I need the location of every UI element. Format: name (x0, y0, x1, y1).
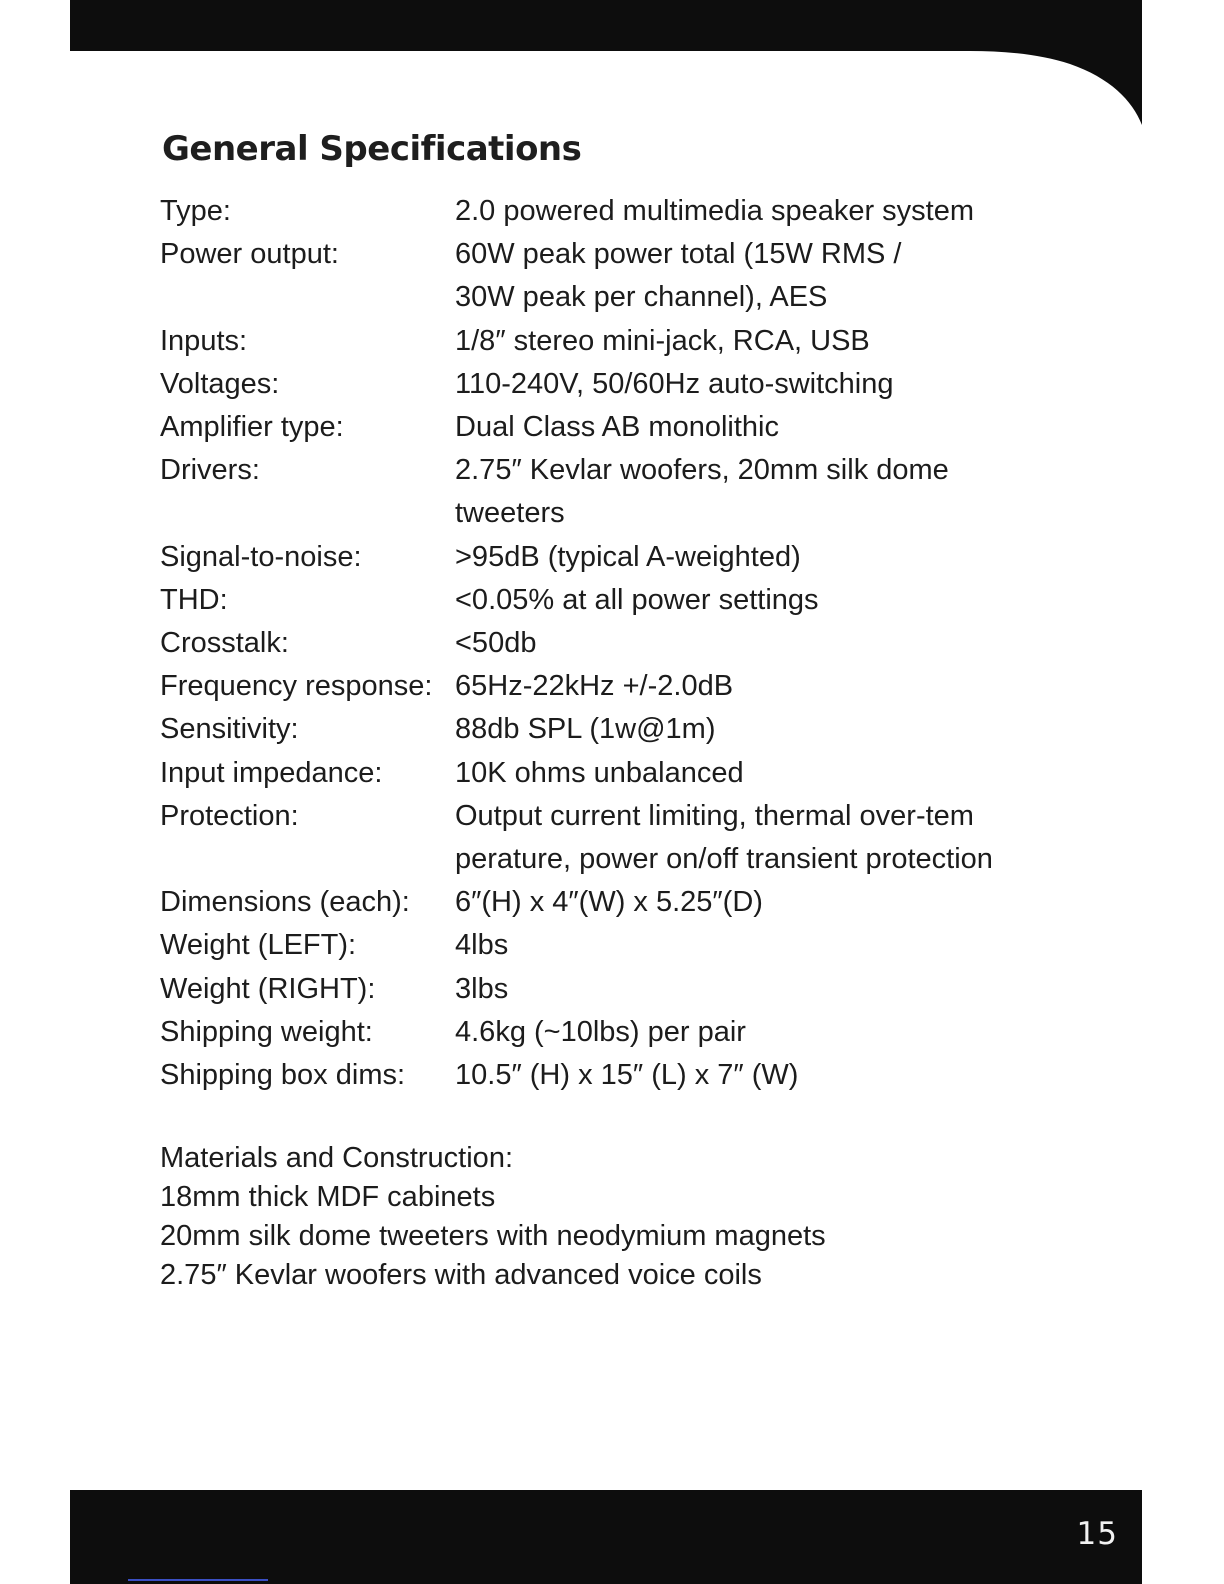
spec-label: Weight (LEFT): (160, 929, 357, 962)
spec-value-line: 60W peak power total (15W RMS / (455, 238, 902, 271)
spec-value (455, 579, 1120, 622)
spec-label: Sensitivity: (160, 713, 299, 746)
spec-value-line: Dual Class AB monolithic (455, 411, 779, 444)
spec-value (455, 363, 1120, 406)
spec-label: Crosstalk: (160, 627, 289, 660)
spec-row (160, 449, 1120, 535)
spec-row (160, 708, 1120, 751)
spec-row (160, 1011, 1120, 1054)
spec-row (160, 536, 1120, 579)
materials-item: 18mm thick MDF cabinets (160, 1181, 496, 1214)
spec-label: Amplifier type: (160, 411, 344, 444)
spec-row (160, 363, 1120, 406)
spec-value (455, 795, 1120, 881)
spec-label: Frequency response: (160, 670, 433, 703)
materials-section (160, 1139, 1120, 1295)
spec-value (455, 968, 1120, 1011)
spec-value-line: 6″(H) x 4″(W) x 5.25″(D) (455, 886, 763, 919)
spec-value (455, 406, 1120, 449)
spec-row (160, 622, 1120, 665)
spec-value (455, 622, 1120, 665)
header-band (70, 0, 1142, 125)
spec-label: Dimensions (each): (160, 886, 410, 919)
spec-label: Voltages: (160, 367, 280, 400)
spec-label: Inputs: (160, 324, 248, 357)
spec-row (160, 320, 1120, 363)
page-title: General Specifications (162, 129, 582, 169)
spec-row (160, 968, 1120, 1011)
spec-value (455, 1011, 1120, 1054)
spec-label: Protection: (160, 799, 299, 832)
spec-value (455, 449, 1120, 535)
spec-value-line: <50db (455, 627, 537, 660)
footer-accent-line (128, 1579, 268, 1581)
spec-value-line: 2.0 powered multimedia speaker system (455, 195, 975, 227)
spec-value-line: Output current limiting, thermal over-tem (455, 799, 974, 832)
spec-value (455, 320, 1120, 363)
spec-value (455, 752, 1120, 795)
spec-row (160, 795, 1120, 881)
spec-table (160, 190, 1120, 1097)
spec-label: THD: (160, 583, 228, 616)
spec-label: Type: (160, 195, 231, 227)
spec-value (455, 190, 1120, 233)
spec-label: Power output: (160, 238, 339, 271)
spec-row (160, 1054, 1120, 1097)
spec-label: Shipping box dims: (160, 1059, 406, 1092)
materials-item: 20mm silk dome tweeters with neodymium magnets (160, 1220, 826, 1253)
spec-value (455, 708, 1120, 751)
spec-value (455, 1054, 1120, 1097)
spec-label: Weight (RIGHT): (160, 972, 376, 1005)
spec-label: Signal-to-noise: (160, 540, 362, 573)
materials-heading: Materials and Construction: (160, 1142, 513, 1175)
materials-item: 2.75″ Kevlar woofers with advanced voice coils (160, 1259, 762, 1292)
page-number: 15 (1076, 1516, 1118, 1552)
spec-value (455, 924, 1120, 967)
spec-row (160, 579, 1120, 622)
spec-value (455, 881, 1120, 924)
spec-row (160, 406, 1120, 449)
spec-value-line: 88db SPL (1w@1m) (455, 713, 716, 746)
spec-label: Input impedance: (160, 756, 383, 789)
spec-value-line: >95dB (typical A-weighted) (455, 540, 801, 573)
spec-value-line: 1/8″ stereo mini-jack, RCA, USB (455, 324, 870, 357)
spec-label: Shipping weight: (160, 1015, 373, 1048)
spec-row (160, 881, 1120, 924)
spec-value-line: 2.75″ Kevlar woofers, 20mm silk dome (455, 454, 949, 487)
spec-page (160, 124, 1120, 1295)
spec-value-line: 4.6kg (~10lbs) per pair (455, 1015, 746, 1048)
footer-band (70, 1490, 1142, 1584)
spec-value-line: 10K ohms unbalanced (455, 756, 744, 789)
spec-value-line: 30W peak per channel), AES (455, 281, 828, 314)
spec-label: Drivers: (160, 454, 260, 487)
spec-value-line: 3lbs (455, 972, 509, 1005)
spec-value-line: 65Hz-22kHz +/-2.0dB (455, 670, 734, 703)
spec-value-line: <0.05% at all power settings (455, 583, 819, 616)
spec-value-line: perature, power on/off transient protection (455, 843, 993, 876)
spec-value (455, 233, 1120, 319)
spec-value-line: 10.5″ (H) x 15″ (L) x 7″ (W) (455, 1059, 799, 1092)
spec-row (160, 752, 1120, 795)
spec-row (160, 190, 1120, 233)
spec-value-line: 4lbs (455, 929, 509, 962)
spec-row (160, 233, 1120, 319)
spec-row (160, 665, 1120, 708)
spec-row (160, 924, 1120, 967)
spec-value (455, 536, 1120, 579)
spec-value (455, 665, 1120, 708)
header-band-shape (70, 0, 1142, 125)
spec-value-line: tweeters (455, 497, 565, 530)
spec-value-line: 110-240V, 50/60Hz auto-switching (455, 367, 894, 400)
